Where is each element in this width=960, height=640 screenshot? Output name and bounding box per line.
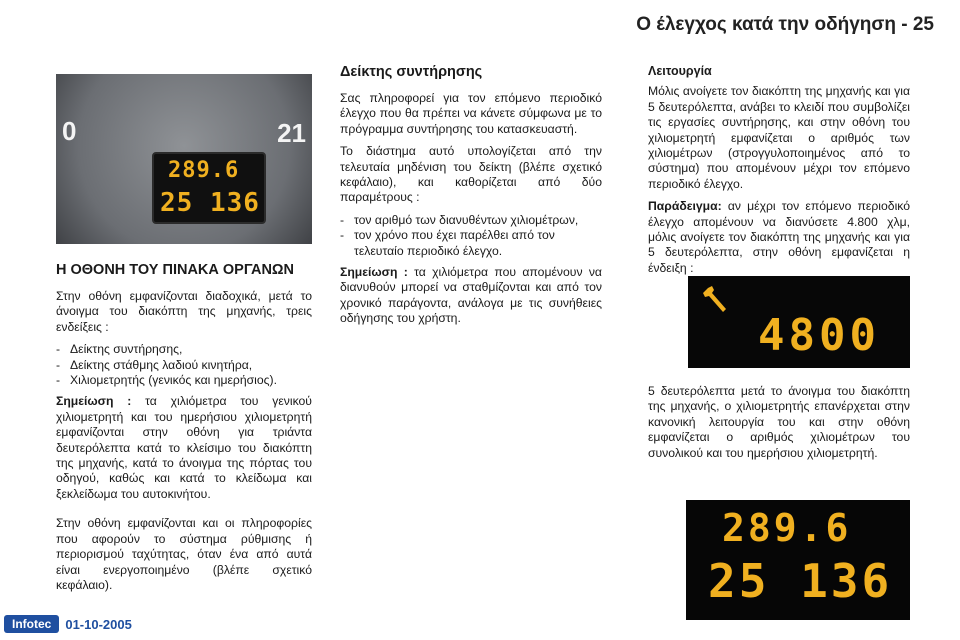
service-km-readout: 4800 [758,310,880,361]
cluster-display [152,152,266,224]
odometer-trip-readout: 289.6 [722,506,852,550]
service-paragraph-1: Σας πληροφορεί για τον επόμενο περιοδικό έλεγχο που θα πρέπει να κάνετε σύμφωνα με το πρόγραμμα συντήρησης του κατασκευαστή. [340,91,602,136]
page-footer [0,614,132,634]
cluster-trip-readout: 289.6 [168,158,240,183]
example-label: Παράδειγμα: [648,199,722,214]
cluster-total-readout: 25 136 [160,188,260,218]
note-text: τα χιλιόμετρα που απομένουν να διανυθούν μπορεί να σταθμίζονται και από τον χρονικό παράγοντα, ανάλογα με τις συνήθειες οδήγησης του χρήστη. [340,265,602,326]
list-item: - τον χρόνο που έχει παρέλθει από τον τελευταίο περιοδικό έλεγχο. [340,228,602,259]
page-title: Ο έλεγχος κατά την οδήγηση - 25 [636,14,934,35]
section-heading-service: Δείκτης συντήρησης [340,64,483,80]
indications-list [56,342,312,388]
intro-paragraph: Στην οθόνη εμφανίζονται διαδοχικά, μετά το άνοιγμα του διακόπτη της μηχανής, τρεις ενδείξεις : [56,289,312,334]
note-paragraph [56,394,312,502]
edition-date: 01-10-2005 [65,616,132,632]
list-item: - Χιλιομετρητής (γενικός και ημερήσιος). [56,373,312,388]
column-service-indicator [340,64,602,334]
scale-label-right: 21 [277,118,306,148]
column-operation [648,64,910,283]
service-note [340,265,602,327]
example-text: αν μέχρι τον επόμενο περιοδικό έλεγχο απομένουν να διανύσετε 4.800 χλμ, μόλις ανοίγετε τον διακόπτη της μηχανής και για 5 δευτερόλεπτα, στην οθόνη εμφανίζεται η ένδειξη : [648,199,910,275]
list-item: - τον αριθμό των διανυθέντων χιλιομέτρων, [340,213,602,228]
note-label: Σημείωση : [340,265,408,280]
list-item: - Δείκτης συντήρησης, [56,342,312,357]
odometer-image [686,500,910,620]
service-indicator-image [688,276,910,368]
service-paragraph-2: Το διάστημα αυτό υπολογίζεται από την τελευταία μηδένιση του δείκτη (βλέπε σχετικό κεφάλαιο), και καθορίζεται από δύο παραμέτρους : [340,144,602,205]
section-heading-operation: Λειτουργία [648,64,712,78]
column-display [56,262,312,600]
operation-paragraph: Μόλις ανοίγετε τον διακόπτη της μηχανής και για 5 δευτερόλεπτα, ανάβει το κλειδί που συμβολίζει τις εργασίες συντήρησης, και στην οθόνη του χιλιομετρητή εμφανίζεται ο αριθμός των χιλιομέτρων (στρογγυλοποιημένος από το σύστημα) που απομένουν μέχρι τον επόμενο περιοδικό έλεγχο. [648,84,910,191]
infotec-logo: Infotec [4,615,59,633]
section-heading-display: Η ΟΘΟΝΗ ΤΟΥ ΠΙΝΑΚΑ ΟΡΓΑΝΩΝ [56,262,295,278]
column-operation-continued [648,384,910,468]
list-item: - Δείκτης στάθμης λαδιού κινητήρα, [56,358,312,373]
odometer-total-readout: 25 136 [708,554,893,608]
example-paragraph [648,199,910,276]
return-paragraph: 5 δευτερόλεπτα μετά το άνοιγμα του διακόπτη της μηχανής, ο χιλιομετρητής επανέρχεται στην κανονική λειτουργία του και στην οθόνη εμφανίζεται ο αριθμός χιλιομέτρων του συνολικού και του ημερήσιου χιλιομετρητή. [648,384,910,460]
scale-label-left: 0 [62,116,77,146]
speed-info-paragraph: Στην οθόνη εμφανίζονται και οι πληροφορίες που αφορούν το σύστημα ρύθμισης ή περιορισμού ταχύτητας, όταν ένα από αυτά είναι ενεργοποιημένο (βλέπε σχετικό κεφάλαιο). [56,516,312,592]
note-label: Σημείωση : [56,394,132,409]
instrument-cluster-image [56,74,312,244]
note-text: τα χιλιόμετρα του γενικού χιλιομετρητή και του ημερήσιου χιλιομετρητή εμφανίζονται στην οθόνη για τριάντα δευτερόλεπτα κατά το κλείσιμο του διακόπτη της μηχανής, κατά το άνοιγμα της πόρτας του οδηγού, καθώς και κατά το κλείδωμα και ξεκλείδωμα του αυτοκινήτου. [56,394,312,501]
parameters-list [340,213,602,259]
wrench-icon [702,284,732,314]
